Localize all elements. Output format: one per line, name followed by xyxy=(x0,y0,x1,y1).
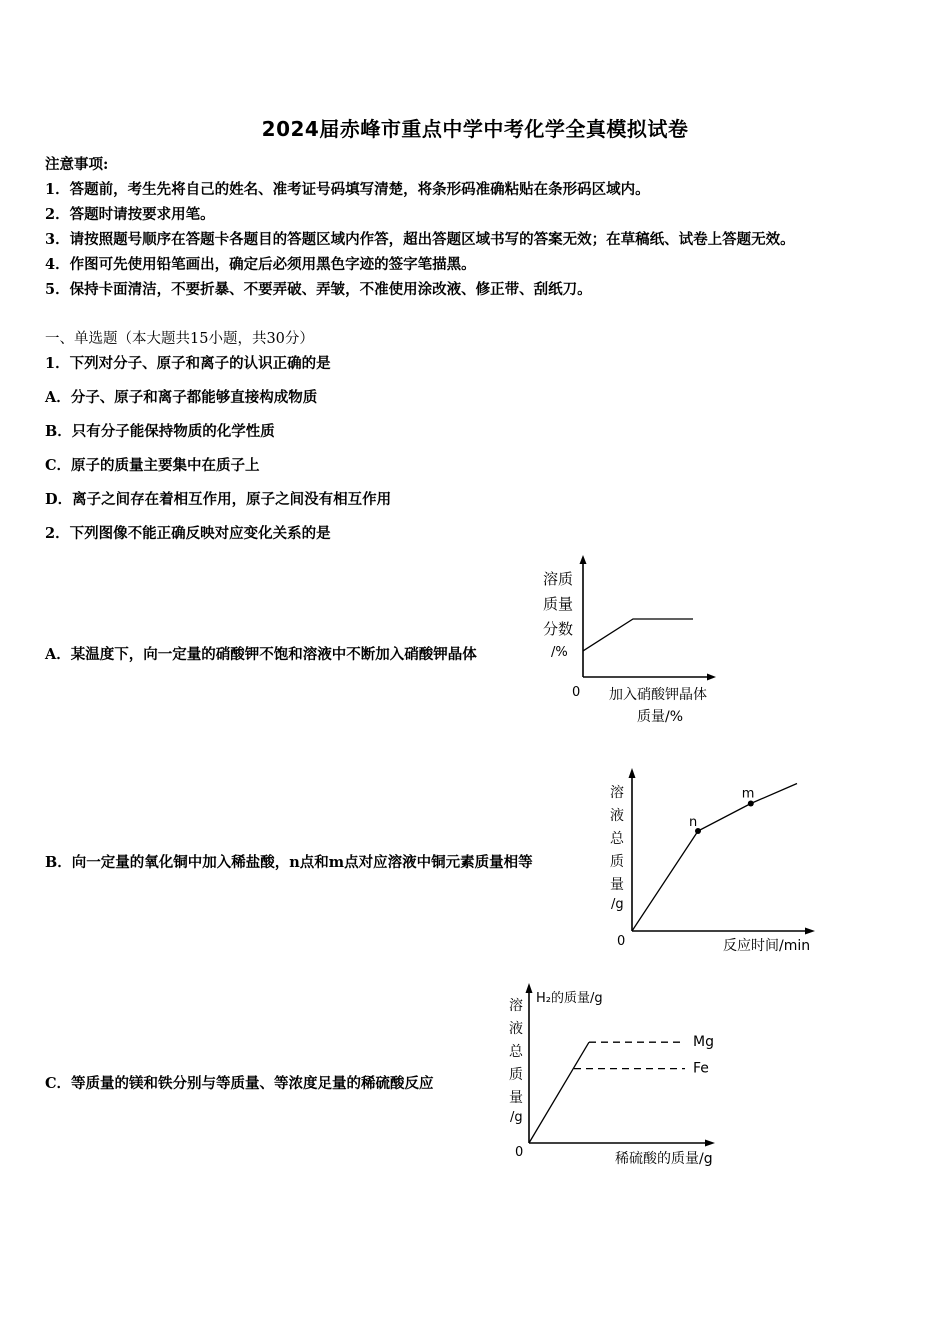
q1-stem: 1．下列对分子、原子和离子的认识正确的是 xyxy=(45,355,331,372)
page-title: 2024届赤峰市重点中学中考化学全真模拟试卷 xyxy=(261,117,689,141)
graph-c-xlabel: 稀硫酸的质量/g xyxy=(615,1151,713,1167)
notice-item-3: 3．请按照题号顺序在答题卡各题目的答题区域内作答，超出答题区域书写的答案无效；在草稿纸、试卷上答题无效。 xyxy=(45,231,795,248)
graph-b-origin: 0 xyxy=(617,934,626,949)
graph-b-label-m: m xyxy=(741,786,755,802)
graph-b-ylabel-3: 总 xyxy=(610,831,624,847)
graph-a-ylabel-1: 溶质 xyxy=(543,570,574,588)
graph-a-xlabel-1: 加入硝酸钾晶体 xyxy=(609,687,707,703)
graph-c xyxy=(505,980,745,1175)
graph-c-legend-mg: Mg xyxy=(693,1034,714,1051)
graph-b-x-arrow xyxy=(805,928,815,935)
graph-a-ylabel-3: 分数 xyxy=(543,620,574,638)
q1-option-a: A．分子、原子和离子都能够直接构成物质 xyxy=(45,389,318,406)
graph-c-ylabel-4: 质 xyxy=(509,1067,523,1083)
graph-b xyxy=(605,765,825,960)
graph-b-xlabel: 反应时间/min xyxy=(723,938,811,954)
graph-a-ylabel-2: 质量 xyxy=(543,595,574,613)
graph-c-ylabel-6: /g xyxy=(510,1110,523,1125)
graph-a-series xyxy=(583,619,693,651)
q2-option-c: C．等质量的镁和铁分别与等质量、等浓度足量的稀硫酸反应 xyxy=(45,1075,434,1092)
notice-item-2: 2．答题时请按要求用笔。 xyxy=(45,206,215,223)
graph-b-ylabel-1: 溶 xyxy=(610,785,624,801)
graph-c-legend-fe: Fe xyxy=(693,1060,709,1077)
graph-b-series xyxy=(632,784,797,932)
graph-c-ylabel-3: 总 xyxy=(509,1044,523,1060)
graph-a-y-arrow xyxy=(580,555,587,564)
q1-option-b: B．只有分子能保持物质的化学性质 xyxy=(45,423,275,440)
graph-b-ylabel-4: 质 xyxy=(610,854,624,870)
graph-b-label-n: n xyxy=(689,815,698,830)
graph-c-series-mg-rise xyxy=(529,1042,589,1143)
graph-c-ylabel-1: 溶 xyxy=(509,998,523,1014)
notice-item-5: 5．保持卡面清洁，不要折暴、不要弄破、弄皱，不准使用涂改液、修正带、刮纸刀。 xyxy=(45,281,592,298)
graph-a-xlabel-2: 质量/% xyxy=(637,709,684,725)
section-heading: 一、单选题（本大题共15小题，共30分） xyxy=(45,331,314,347)
q1-option-d: D．离子之间存在着相互作用，原子之间没有相互作用 xyxy=(45,491,392,508)
graph-c-y-axis-title: H₂的质量/g xyxy=(536,991,603,1006)
notice-heading: 注意事项: xyxy=(45,156,109,173)
graph-c-y-arrow xyxy=(526,983,533,993)
notice-item-4: 4．作图可先使用铅笔画出，确定后必须用黑色字迹的签字笔描黑。 xyxy=(45,256,476,273)
graph-a-ylabel-4: /% xyxy=(551,645,568,660)
q2-option-a: A．某温度下，向一定量的硝酸钾不饱和溶液中不断加入硝酸钾晶体 xyxy=(45,646,477,663)
graph-b-y-arrow xyxy=(629,768,636,778)
notice-item-1: 1．答题前，考生先将自己的姓名、准考证号码填写清楚，将条形码准确粘贴在条形码区域内。 xyxy=(45,181,650,198)
q2-option-b: B．向一定量的氧化铜中加入稀盐酸，n点和m点对应溶液中铜元素质量相等 xyxy=(45,854,533,871)
graph-c-x-arrow xyxy=(705,1140,715,1147)
graph-b-ylabel-5: 量 xyxy=(610,877,624,893)
graph-a xyxy=(535,552,735,727)
graph-c-ylabel-5: 量 xyxy=(509,1090,523,1106)
graph-c-ylabel-2: 液 xyxy=(509,1021,523,1037)
graph-c-origin: 0 xyxy=(515,1145,524,1160)
q1-option-c: C．原子的质量主要集中在质子上 xyxy=(45,457,260,474)
graph-a-origin: 0 xyxy=(572,685,581,700)
q2-stem: 2．下列图像不能正确反映对应变化关系的是 xyxy=(45,525,331,542)
graph-b-ylabel-2: 液 xyxy=(610,808,624,824)
graph-a-x-arrow xyxy=(707,674,716,681)
graph-b-ylabel-6: /g xyxy=(611,897,624,912)
